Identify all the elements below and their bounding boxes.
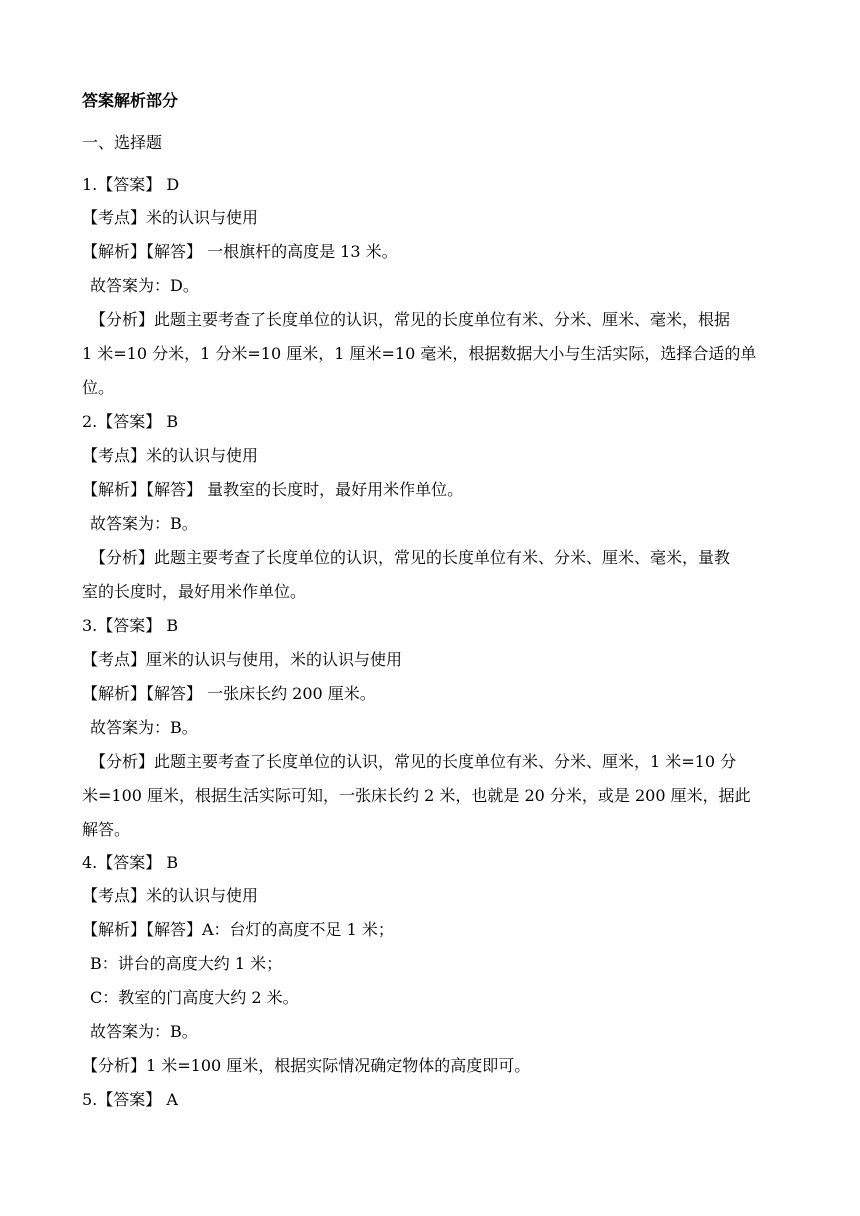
q2-fenxi-line-1: 【分析】此题主要考查了长度单位的认识，常见的长度单位有米、分米、厘米、毫米，量教 <box>90 548 731 567</box>
q4-fenxi-line-1: 【分析】1 米=100 厘米，根据实际情况确定物体的高度即可。 <box>82 1056 531 1075</box>
q1-fenxi-line-2: 1 米=10 分米，1 分米=10 厘米，1 厘米=10 毫米，根据数据大小与生活实际，选择合适的单 <box>82 344 757 363</box>
q4-point: 【考点】米的认识与使用 <box>82 886 259 905</box>
q3-fenxi-line-2: 米=100 厘米，根据生活实际可知，一张床长约 2 米，也就是 20 分米，或是 200 厘米，据此 <box>82 786 751 805</box>
q3-fenxi-line-1: 【分析】此题主要考查了长度单位的认识，常见的长度单位有米、分米、厘米，1 米=10 分 <box>90 752 737 771</box>
q1-fenxi-line-1: 【分析】此题主要考查了长度单位的认识，常见的长度单位有米、分米、厘米、毫米，根据 <box>90 310 731 329</box>
q3-result: 故答案为：B。 <box>90 718 198 737</box>
q1-analysis: 【解析】【解答】 一根旗杆的高度是 13 米。 <box>82 242 398 261</box>
q4-result: 故答案为：B。 <box>90 1022 198 1041</box>
q2-result: 故答案为：B。 <box>90 514 198 533</box>
q2-answer: 2.【答案】 B <box>82 412 179 431</box>
q1-fenxi-line-3: 位。 <box>82 378 115 397</box>
q2-point: 【考点】米的认识与使用 <box>82 446 259 465</box>
q3-answer: 3.【答案】 B <box>82 616 179 635</box>
q4-option-c: C：教室的门高度大约 2 米。 <box>90 988 299 1007</box>
q4-answer: 4.【答案】 B <box>82 853 179 872</box>
q4-analysis: 【解析】【解答】A：台灯的高度不足 1 米； <box>82 920 394 939</box>
q4-option-b: B：讲台的高度大约 1 米； <box>90 954 283 973</box>
page-title: 答案解析部分 <box>82 91 179 110</box>
q3-point: 【考点】厘米的认识与使用，米的认识与使用 <box>82 650 403 669</box>
q3-fenxi-line-3: 解答。 <box>82 820 131 839</box>
q1-answer: 1.【答案】 D <box>82 175 180 194</box>
q5-answer: 5.【答案】 A <box>82 1090 178 1109</box>
section-heading: 一、选择题 <box>82 133 163 152</box>
q3-analysis: 【解析】【解答】 一张床长约 200 厘米。 <box>82 684 376 703</box>
q2-fenxi-line-2: 室的长度时，最好用米作单位。 <box>82 582 307 601</box>
q2-analysis: 【解析】【解答】 量教室的长度时，最好用米作单位。 <box>82 480 464 499</box>
q1-result: 故答案为：D。 <box>90 276 199 295</box>
q1-point: 【考点】米的认识与使用 <box>82 208 259 227</box>
